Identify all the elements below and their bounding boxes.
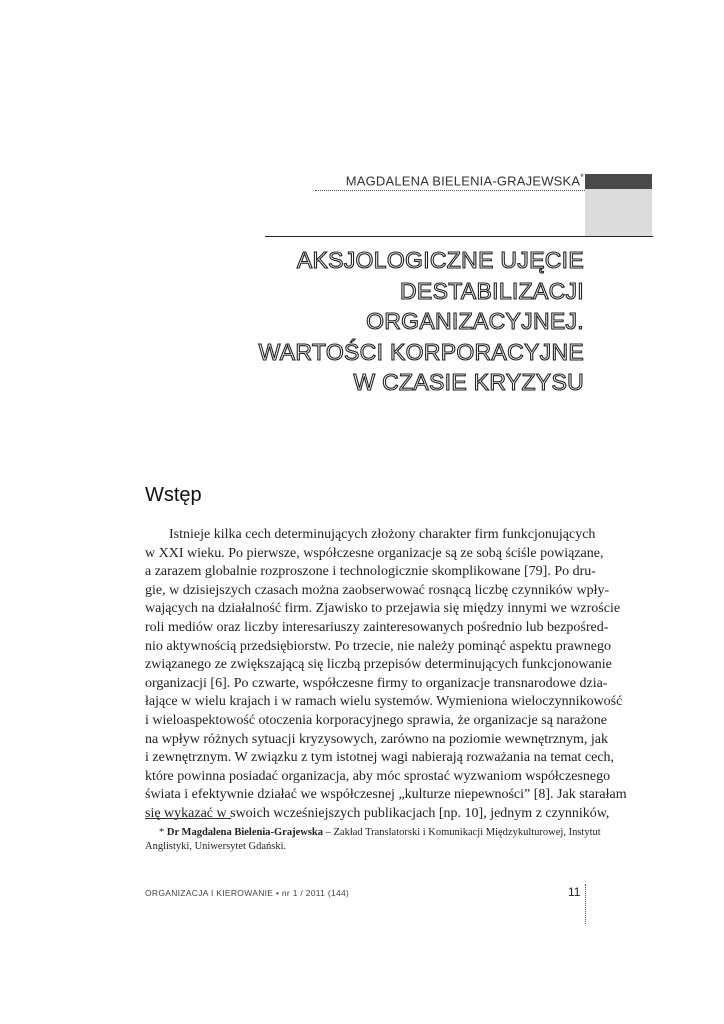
author-name-text: MAGDALENA BIELENIA-GRAJEWSKA <box>345 173 581 189</box>
body-text <box>145 526 627 824</box>
body-line: które powinna posiadać organizacja, aby móc sprostać wyzwaniom współczesnego <box>145 768 611 784</box>
body-line: Istnieje kilka cech determinujących złożony charakter firm funkcjonujących <box>169 527 596 542</box>
title-line: ORGANIZACYJNEJ. <box>366 308 584 334</box>
title-line: WARTOŚCI KORPORACYJNE <box>258 338 584 365</box>
footnote-line-1 <box>145 826 601 840</box>
footnote <box>145 826 601 854</box>
title-line: W CZASIE KRYZYSU <box>353 369 584 395</box>
body-line: związanego ze zwiększającą się liczbą przepisów determinujących funkcjonowanie <box>145 657 612 673</box>
page-number-dotted-rule <box>585 884 586 924</box>
body-line: na wpływ różnych sytuacji kryzysowych, zarówno na poziomie wewnętrznym, jak <box>145 731 609 747</box>
body-line: wających na działalność firm. Zjawisko to przejawia się między innymi we wzroście <box>145 601 621 617</box>
title-rule <box>265 236 653 237</box>
page-number: 11 <box>568 885 581 899</box>
author-footnote-marker: * <box>580 172 584 182</box>
body-line: świata i efektywnie działać we współczesnej „kulturze niepewności” [8]. Jak starałam <box>145 787 627 803</box>
section-heading: Wstęp <box>145 484 202 506</box>
footnote-marker: * <box>159 827 165 838</box>
body-line: gie, w dzisiejszych czasach można zaobserwować rosnącą liczbę czynników wpły- <box>145 582 610 598</box>
journal-separator: • <box>273 888 282 898</box>
body-line: organizacji [6]. Po czwarte, współczesne firmy to organizacje transnarodowe dzia- <box>145 675 608 691</box>
body-line: roli mediów oraz liczby interesariuszy zainteresowanych pośrednio lub bezpośred- <box>145 619 609 635</box>
body-line: i zewnętrznym. W związku z tym istotnej wagi nabierają rozważania na temat cech, <box>145 750 615 766</box>
header-decoration-dark <box>585 174 652 189</box>
author-name <box>346 172 584 188</box>
journal-footer <box>145 888 349 898</box>
footnote-rule <box>145 818 231 819</box>
article-title <box>144 245 584 398</box>
title-line: DESTABILIZACJI <box>400 277 584 304</box>
title-line: AKSJOLOGICZNE UJĘCIE <box>296 247 584 273</box>
body-line: i wieloaspektowość otoczenia korporacyjnego sprawia, że organizacje są narażone <box>145 712 607 728</box>
body-line: a zarazem globalnie rozproszone i technologicznie skomplikowane [79]. Po dru- <box>145 564 596 580</box>
footnote-affiliation: – Zakład Translatorski i Komunikacji Międzykulturowej, Instytut <box>323 827 601 838</box>
footnote-author: Dr Magdalena Bielenia-Grajewska <box>166 827 324 838</box>
journal-issue: nr 1 / 2011 (144) <box>281 888 350 898</box>
body-line: się wykazać w swoich wcześniejszych publikacjach [np. 10], jednym z czynników, <box>145 805 610 821</box>
body-line: łające w wielu krajach i w ramach wielu systemów. Wymieniona wieloczynnikowość <box>145 694 623 710</box>
journal-name: ORGANIZACJA I KIEROWANIE <box>145 888 274 898</box>
body-line: w XXI wieku. Po pierwsze, współczesne organizacje są ze sobą ściśle powiązane, <box>145 545 604 561</box>
footnote-line-2: Anglistyki, Uniwersytet Gdański. <box>145 841 287 852</box>
author-dotted-rule <box>315 190 585 191</box>
body-line: nio aktywnością przedsiębiorstw. Po trzecie, nie należy pominąć aspektu prawnego <box>145 638 611 654</box>
header-decoration-light <box>585 189 652 236</box>
